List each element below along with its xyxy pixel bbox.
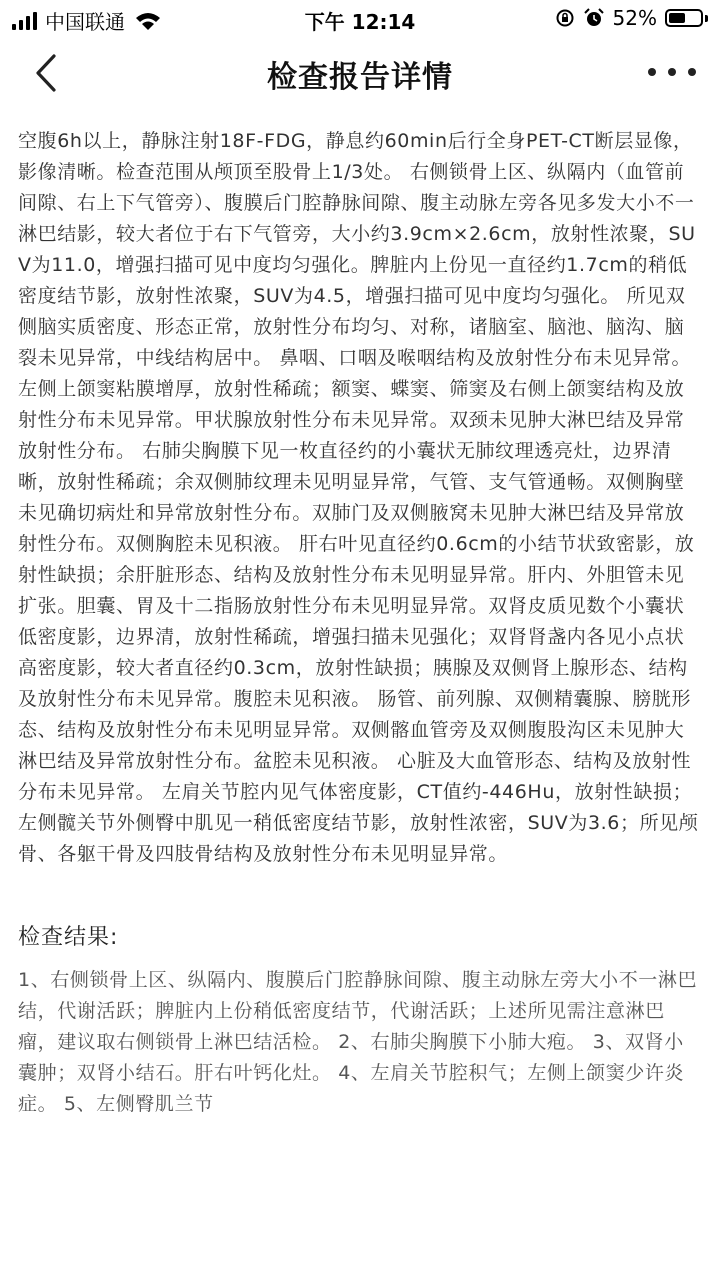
dot — [688, 68, 696, 76]
battery-icon — [665, 9, 703, 27]
dot — [668, 68, 676, 76]
battery-fill — [669, 13, 685, 23]
page-title: 检查报告详情 — [267, 60, 453, 95]
dot — [648, 68, 656, 76]
more-dots-icon[interactable] — [648, 60, 696, 84]
battery-tip — [705, 15, 708, 22]
nav-bar — [0, 36, 720, 110]
report-findings: 空腹6h以上，静脉注射18F-FDG，静息约60min后行全身PET-CT断层显像，影像清晰。检查范围从颅顶至股骨上1/3处。 右侧锁骨上区、纵隔内（血管前间隙、右上下气管旁）、腹膜后门腔静脉间隙、腹主动脉左旁各见多发大小不一淋巴结影，较大者位于右下气管旁，大小约3.9cm×2.6cm，放射性浓聚，SUV为11.0，增强扫描可见中度均匀强化。脾脏内上份见一直径约1.7cm的稍低密度结节影，放射性浓聚，SUV为4.5，增强扫描可见中度均匀强化。 所见双侧脑实质密度、形态正常，放射性分布均匀、对称，诸脑室、脑池、脑沟、脑裂未见异常，中线结构居中。 鼻咽、口咽及喉咽结构及放射性分布未见异常。左侧上颌窦粘膜增厚，放射性稀疏；额窦、蝶窦、筛窦及右侧上颌窦结构及放射性分布未见异常。甲状腺放射性分布未见异常。双颈未见肿大淋巴结及异常放射性分布。 右肺尖胸膜下见一枚直径约的小囊状无肺纹理透亮灶，边界清晰，放射性稀疏；余双侧肺纹理未见明显异常，气管、支气管通畅。双侧胸壁未见确切病灶和异常放射性分布。双肺门及双侧腋窝未见肿大淋巴结及异常放射性分布。双侧胸腔未见积液。 肝右叶见直径约0.6cm的小结节状致密影，放射性缺损；余肝脏形态、结构及放射性分布未见明显异常。肝内、外胆管未见扩张。胆囊、胃及十二指肠放射性分布未见明显异常。双肾皮质见数个小囊状低密度影，边界清，放射性稀疏，增强扫描未见强化；双肾肾盏内各见小点状高密度影，较大者直径约0.3cm，放射性缺损；胰腺及双侧肾上腺形态、结构及放射性分布未见异常。腹腔未见积液。 肠管、前列腺、双侧精囊腺、膀胱形态、结构及放射性分布未见明显异常。双侧髂血管旁及双侧腹股沟区未见肿大淋巴结及异常放射性分布。盆腔未见积液。 心脏及大血管形态、结构及放射性分布未见异常。 左肩关节腔内见气体密度影，CT值约-446Hu，放射性缺损；左侧髋关节外侧臀中肌见一稍低密度结节影，放射性浓密，SUV为3.6；所见颅骨、各躯干骨及四肢骨结构及放射性分布未见明显异常。 — [18, 130, 699, 865]
result-heading: 检查结果: — [18, 925, 119, 950]
alarm-icon — [583, 7, 605, 29]
report-content — [18, 126, 700, 1120]
rotation-lock-icon — [555, 8, 575, 28]
status-bar — [0, 0, 720, 36]
status-right — [555, 6, 708, 30]
result-text: 1、右侧锁骨上区、纵隔内、腹膜后门腔静脉间隙、腹主动脉左旁大小不一淋巴结，代谢活跃；脾脏内上份稍低密度结节，代谢活跃；上述所见需注意淋巴瘤，建议取右侧锁骨上淋巴结活检。 2、右肺尖胸膜下小肺大疱。 3、双肾小囊肿；双肾小结石。肝右叶钙化灶。 4、左肩关节腔积气；左侧上颌窦少许炎症。 5、左侧臀肌兰节 — [18, 969, 698, 1115]
carrier-label: 中国联通 — [45, 10, 125, 34]
status-time: 下午 12:14 — [304, 10, 416, 34]
battery-percent: 52% — [612, 6, 657, 30]
